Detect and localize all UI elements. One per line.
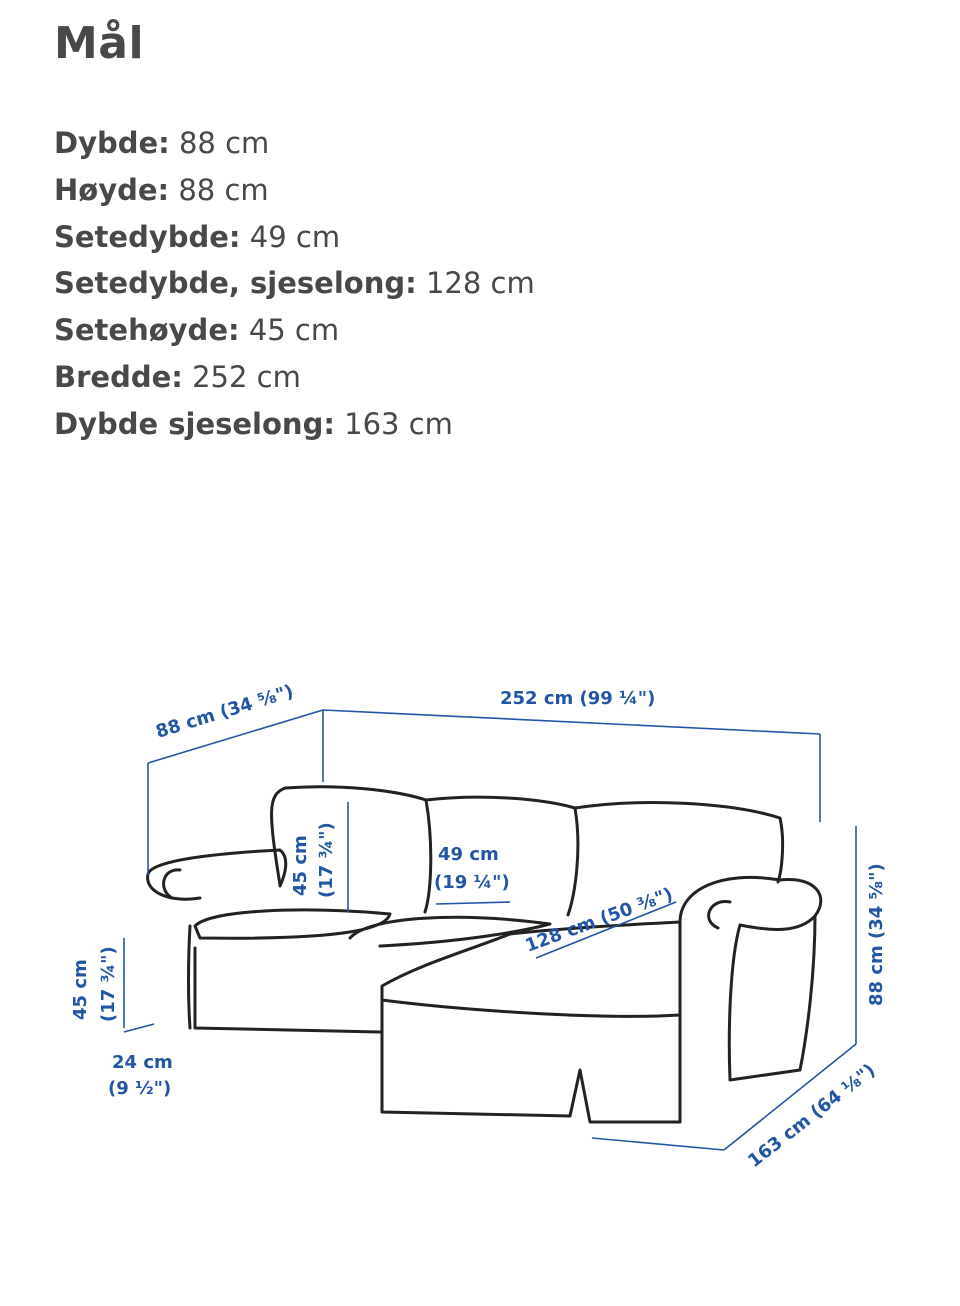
sofa-skirt-front	[195, 948, 380, 1032]
right-arm-front	[729, 916, 815, 1080]
spec-value: 45 cm	[248, 313, 340, 348]
spec-value: 49 cm	[249, 219, 341, 254]
dimension-lines	[124, 710, 856, 1150]
right-arm-scroll	[709, 902, 730, 928]
spec-value: 88 cm	[178, 126, 270, 160]
right-armrest	[680, 877, 821, 929]
left-arm-scroll	[164, 870, 180, 898]
spec-value: 163 cm	[344, 406, 453, 441]
dimension-list	[54, 120, 535, 448]
page-title: Mål	[54, 18, 145, 69]
left-seat-cushion	[195, 910, 390, 938]
width-dimension-line	[323, 710, 820, 734]
spec-value: 88 cm	[178, 172, 269, 207]
spec-value: 252 cm	[192, 359, 301, 394]
spec-label: Høyde:	[54, 172, 170, 207]
depth-label: 88 cm (34 ⅝")	[153, 680, 297, 743]
leg-depth-in-label: (9 ½")	[108, 1078, 172, 1099]
back-height-cm-label: 45 cm	[290, 835, 311, 896]
spec-row-height	[54, 167, 535, 214]
width-label: 252 cm (99 ¼")	[500, 688, 656, 709]
spec-label: Setedybde:	[54, 219, 241, 254]
left-arm-front	[189, 926, 191, 1028]
spec-label: Setehøyde:	[54, 313, 240, 348]
spec-row-seat-height	[54, 307, 535, 354]
spec-row-chaise-seat-depth	[54, 260, 535, 307]
chaise-depth-label: 163 cm (64 ⅛")	[744, 1059, 880, 1172]
chaise-front	[382, 1000, 680, 1122]
leg-depth-cm-label: 24 cm	[112, 1052, 173, 1073]
seat-height-in-label: (17 ¾")	[98, 946, 119, 1022]
height-label: 88 cm (34 ⅝")	[866, 863, 887, 1006]
right-back-cushion	[575, 803, 783, 882]
seat-depth-cm-label: 49 cm	[438, 844, 499, 865]
spec-label: Dybde sjeselong:	[54, 406, 335, 441]
spec-row-width	[54, 354, 535, 401]
chaise-seat-depth-label: 128 cm (50 ⅜")	[522, 883, 676, 957]
back-height-in-label: (17 ¾")	[316, 822, 337, 898]
spec-label: Setedybde, sjeselong:	[54, 266, 417, 301]
seat-depth-in-label: (19 ¼")	[434, 872, 510, 893]
spec-value: 128 cm	[425, 266, 535, 301]
spec-row-chaise-depth	[54, 401, 535, 448]
leg-depth-line	[124, 1024, 154, 1032]
spec-label: Bredde:	[54, 359, 183, 394]
sofa-drawing	[148, 787, 821, 1122]
spec-label: Dybde:	[54, 126, 170, 160]
sofa-dimension-diagram	[40, 670, 920, 1190]
spec-row-depth	[54, 120, 535, 167]
chaise-depth-extension	[592, 1138, 724, 1150]
spec-row-seat-depth	[54, 214, 535, 261]
dimension-labels	[70, 681, 887, 1172]
seat-height-cm-label: 45 cm	[70, 959, 91, 1020]
seat-depth-line	[436, 902, 510, 904]
sofa-illustration	[40, 670, 920, 1190]
